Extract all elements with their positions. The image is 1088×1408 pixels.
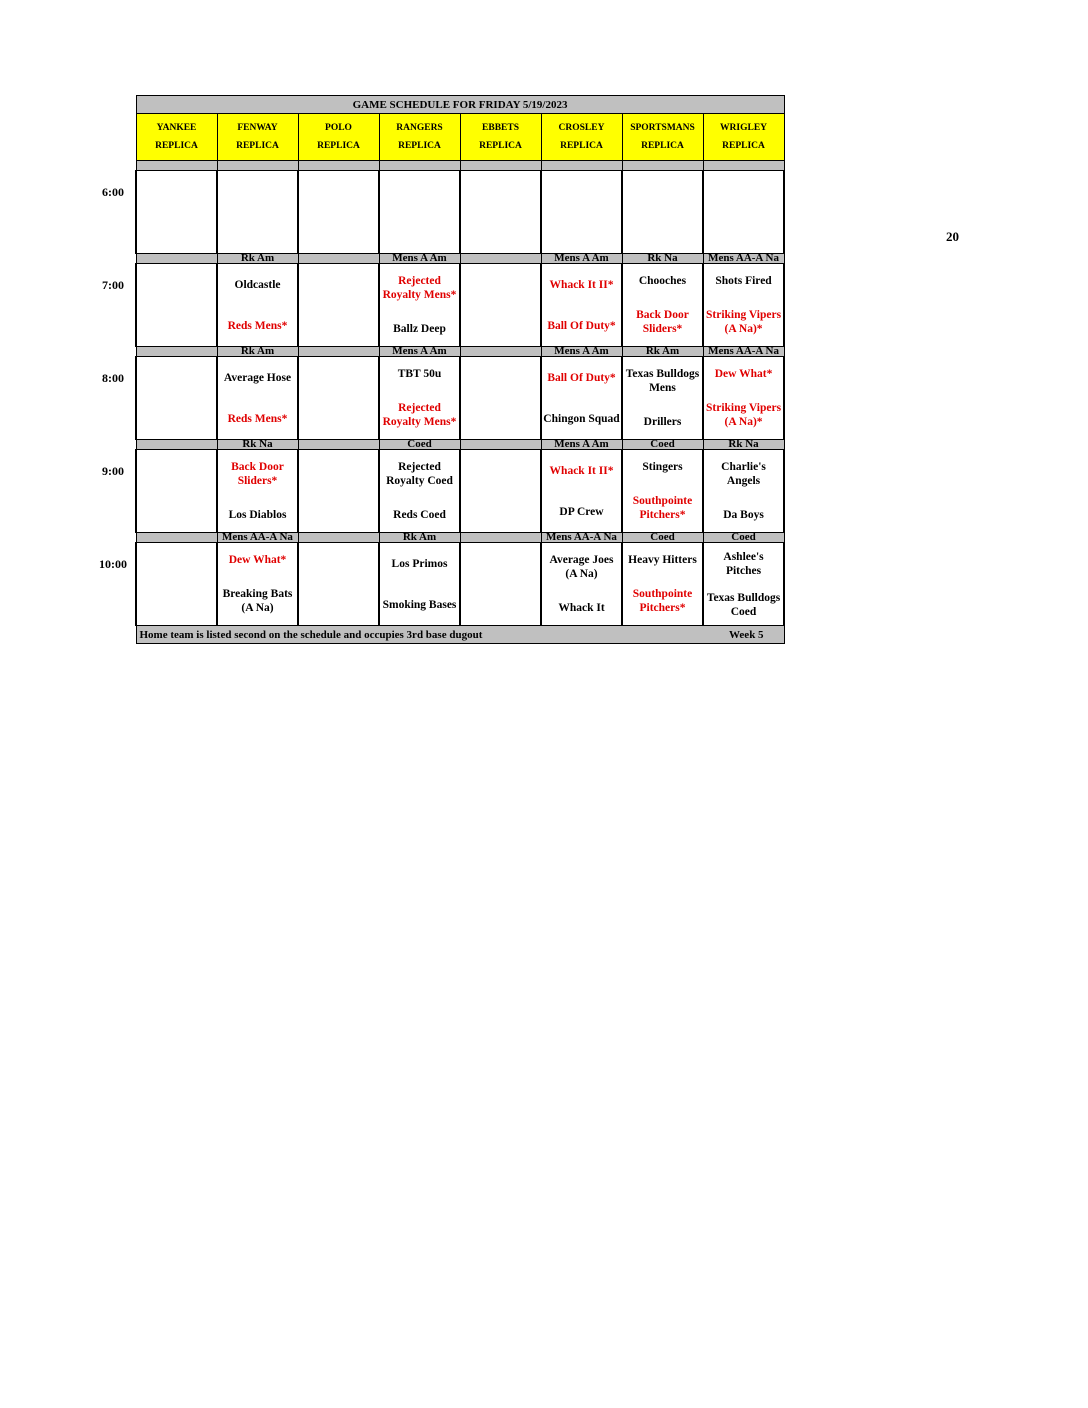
field-subtitle: REPLICA bbox=[398, 141, 441, 151]
game-cell bbox=[622, 357, 703, 440]
week-label: Week 5 bbox=[729, 628, 764, 641]
division-label: Coed bbox=[379, 440, 460, 450]
field-name: CROSLEY bbox=[558, 123, 605, 133]
game-cell bbox=[217, 264, 298, 347]
time-slot-row bbox=[136, 264, 784, 347]
home-team: Reds Mens* bbox=[227, 412, 288, 425]
away-team: Dew What* bbox=[228, 554, 287, 566]
game-cell bbox=[217, 450, 298, 533]
matchup bbox=[542, 450, 621, 532]
game-cell bbox=[379, 357, 460, 440]
away-team: TBT 50u bbox=[397, 368, 442, 380]
away-team: Chooches bbox=[638, 275, 687, 287]
field-subtitle: REPLICA bbox=[560, 141, 603, 151]
field-name: SPORTSMANS bbox=[630, 123, 695, 133]
division-label bbox=[298, 533, 379, 543]
game-cell bbox=[379, 543, 460, 626]
field-header-ebbets bbox=[460, 114, 541, 161]
division-label bbox=[136, 440, 217, 450]
time-slot-row bbox=[136, 450, 784, 533]
matchup bbox=[542, 264, 621, 346]
division-label: Mens A Am bbox=[541, 254, 622, 264]
empty-game-cell bbox=[136, 543, 217, 626]
field-subtitle: REPLICA bbox=[722, 141, 765, 151]
empty-game-cell bbox=[379, 171, 460, 254]
division-label: Rk Na bbox=[622, 254, 703, 264]
field-name: RANGERS bbox=[396, 123, 443, 133]
empty-game-cell bbox=[460, 543, 541, 626]
home-team: Los Diablos bbox=[228, 509, 287, 521]
matchup bbox=[380, 264, 459, 346]
empty-game-cell bbox=[622, 171, 703, 254]
matchup bbox=[623, 264, 702, 346]
empty-game-cell bbox=[460, 264, 541, 347]
away-team: Los Primos bbox=[391, 557, 448, 570]
time-label: 6:00 bbox=[102, 184, 124, 199]
game-cell bbox=[622, 450, 703, 533]
division-label: Mens AA-A Na bbox=[217, 533, 298, 543]
away-team: Heavy Hitters bbox=[628, 554, 697, 566]
division-label: Mens A Am bbox=[379, 254, 460, 264]
away-team: Whack It II* bbox=[549, 464, 614, 477]
division-label bbox=[136, 254, 217, 264]
empty-game-cell bbox=[298, 450, 379, 533]
matchup bbox=[218, 543, 297, 625]
field-header-fenway bbox=[217, 114, 298, 161]
game-cell bbox=[703, 264, 784, 347]
division-label bbox=[460, 254, 541, 264]
field-name: EBBETS bbox=[482, 123, 519, 133]
field-header-wrigley bbox=[703, 114, 784, 161]
field-header-crosley bbox=[541, 114, 622, 161]
empty-game-cell bbox=[136, 450, 217, 533]
empty-game-cell bbox=[460, 171, 541, 254]
division-label: Coed bbox=[703, 533, 784, 543]
away-team: Rejected Royalty Coed bbox=[386, 461, 453, 487]
empty-game-cell bbox=[298, 264, 379, 347]
division-label: Coed bbox=[622, 533, 703, 543]
division-label: Rk Am bbox=[379, 533, 460, 543]
matchup bbox=[218, 357, 297, 439]
division-label: Mens AA-A Na bbox=[541, 533, 622, 543]
empty-game-cell bbox=[541, 171, 622, 254]
division-label: Mens A Am bbox=[379, 347, 460, 357]
away-team: Average Hose bbox=[223, 371, 292, 384]
division-label bbox=[460, 533, 541, 543]
home-team: Southpointe Pitchers* bbox=[632, 495, 693, 521]
division-label bbox=[298, 440, 379, 450]
home-team: Whack It bbox=[558, 602, 605, 614]
home-team: Smoking Bases bbox=[382, 598, 457, 611]
field-header-yankee bbox=[136, 114, 217, 161]
empty-game-cell bbox=[703, 171, 784, 254]
home-team: Striking Vipers (A Na)* bbox=[705, 309, 782, 335]
time-label: 7:00 bbox=[102, 277, 124, 292]
game-cell bbox=[541, 357, 622, 440]
home-team: Chingon Squad bbox=[543, 412, 620, 425]
game-cell bbox=[703, 357, 784, 440]
empty-game-cell bbox=[136, 357, 217, 440]
matchup bbox=[623, 543, 702, 625]
matchup bbox=[380, 543, 459, 625]
field-name: FENWAY bbox=[237, 123, 278, 133]
away-team: Average Joes (A Na) bbox=[549, 554, 614, 580]
away-team: Oldcastle bbox=[234, 278, 281, 291]
schedule-title: GAME SCHEDULE FOR FRIDAY 5/19/2023 bbox=[136, 96, 784, 114]
game-cell bbox=[622, 543, 703, 626]
away-team: Ashlee's Pitches bbox=[723, 550, 764, 577]
game-cell bbox=[379, 264, 460, 347]
division-label: Mens A Am bbox=[541, 440, 622, 450]
division-label: Rk Na bbox=[703, 440, 784, 450]
gap-cell bbox=[379, 161, 460, 171]
home-team: Reds Mens* bbox=[227, 319, 288, 332]
schedule-table bbox=[135, 95, 785, 644]
field-header-sportsmans bbox=[622, 114, 703, 161]
home-team: Drillers bbox=[643, 416, 682, 428]
division-label: Mens AA-A Na bbox=[703, 254, 784, 264]
matchup bbox=[542, 543, 621, 625]
empty-game-cell bbox=[136, 171, 217, 254]
matchup bbox=[623, 450, 702, 532]
division-label bbox=[136, 347, 217, 357]
away-team: Shots Fired bbox=[715, 275, 772, 287]
home-team: Breaking Bats (A Na) bbox=[222, 588, 293, 614]
home-team: Texas Bulldogs Coed bbox=[706, 591, 781, 618]
field-name: WRIGLEY bbox=[720, 123, 768, 133]
home-team: Ball Of Duty* bbox=[547, 319, 616, 332]
gap-cell bbox=[541, 161, 622, 171]
away-team: Charlie's Angels bbox=[721, 461, 766, 487]
away-team: Whack It II* bbox=[549, 278, 614, 291]
division-label: Rk Am bbox=[217, 347, 298, 357]
matchup bbox=[704, 357, 783, 439]
away-team: Dew What* bbox=[714, 368, 773, 380]
empty-game-cell bbox=[298, 543, 379, 626]
game-cell bbox=[217, 543, 298, 626]
empty-game-cell bbox=[298, 357, 379, 440]
matchup bbox=[380, 357, 459, 439]
matchup bbox=[218, 264, 297, 346]
home-team: DP Crew bbox=[559, 505, 604, 518]
matchup bbox=[704, 450, 783, 532]
division-label bbox=[298, 347, 379, 357]
game-cell bbox=[703, 450, 784, 533]
division-label bbox=[460, 440, 541, 450]
matchup bbox=[704, 264, 783, 346]
game-cell bbox=[541, 264, 622, 347]
home-team-note: Home team is listed second on the schedule and occupies 3rd base dugout bbox=[139, 628, 483, 641]
away-team: Stingers bbox=[642, 461, 683, 473]
division-label bbox=[298, 254, 379, 264]
gap-cell bbox=[298, 161, 379, 171]
away-team: Ball Of Duty* bbox=[547, 371, 616, 384]
matchup bbox=[218, 450, 297, 532]
game-cell bbox=[703, 543, 784, 626]
empty-game-cell bbox=[136, 264, 217, 347]
time-label: 10:00 bbox=[99, 556, 127, 571]
home-team: Rejected Royalty Mens* bbox=[382, 402, 457, 428]
home-team: Southpointe Pitchers* bbox=[632, 588, 693, 614]
game-cell bbox=[622, 264, 703, 347]
page-number: 20 bbox=[946, 229, 959, 244]
division-label bbox=[460, 347, 541, 357]
division-label: Mens AA-A Na bbox=[703, 347, 784, 357]
division-label: Rk Am bbox=[217, 254, 298, 264]
game-cell bbox=[217, 357, 298, 440]
time-slot-row bbox=[136, 357, 784, 440]
field-subtitle: REPLICA bbox=[236, 141, 279, 151]
field-header-polo bbox=[298, 114, 379, 161]
field-header-rangers bbox=[379, 114, 460, 161]
matchup bbox=[542, 357, 621, 439]
gap-cell bbox=[217, 161, 298, 171]
division-label: Rk Am bbox=[622, 347, 703, 357]
schedule-footer bbox=[136, 626, 784, 644]
away-team: Texas Bulldogs Mens bbox=[625, 368, 700, 394]
field-subtitle: REPLICA bbox=[641, 141, 684, 151]
home-team: Reds Coed bbox=[393, 509, 446, 521]
field-subtitle: REPLICA bbox=[317, 141, 360, 151]
time-slot-row bbox=[136, 543, 784, 626]
field-subtitle: REPLICA bbox=[155, 141, 198, 151]
game-cell bbox=[379, 450, 460, 533]
gap-cell bbox=[136, 161, 217, 171]
field-name: YANKEE bbox=[156, 123, 197, 133]
gap-cell bbox=[703, 161, 784, 171]
division-label bbox=[136, 533, 217, 543]
empty-game-cell bbox=[460, 450, 541, 533]
matchup bbox=[623, 357, 702, 439]
time-label: 9:00 bbox=[102, 463, 124, 478]
gap-cell bbox=[460, 161, 541, 171]
game-cell bbox=[541, 543, 622, 626]
home-team: Ballz Deep bbox=[393, 323, 446, 335]
away-team: Back Door Sliders* bbox=[231, 461, 284, 487]
empty-game-cell bbox=[298, 171, 379, 254]
time-slot-row bbox=[136, 171, 784, 254]
home-team: Back Door Sliders* bbox=[636, 309, 689, 335]
field-name: POLO bbox=[325, 123, 352, 133]
division-label: Mens A Am bbox=[541, 347, 622, 357]
empty-game-cell bbox=[460, 357, 541, 440]
away-team: Rejected Royalty Mens* bbox=[382, 275, 457, 301]
empty-game-cell bbox=[217, 171, 298, 254]
division-label: Coed bbox=[622, 440, 703, 450]
matchup bbox=[380, 450, 459, 532]
matchup bbox=[704, 543, 783, 625]
home-team: Striking Vipers (A Na)* bbox=[705, 402, 782, 428]
field-subtitle: REPLICA bbox=[479, 141, 522, 151]
time-label: 8:00 bbox=[102, 370, 124, 385]
game-cell bbox=[541, 450, 622, 533]
home-team: Da Boys bbox=[723, 509, 764, 521]
division-label: Rk Na bbox=[217, 440, 298, 450]
gap-cell bbox=[622, 161, 703, 171]
